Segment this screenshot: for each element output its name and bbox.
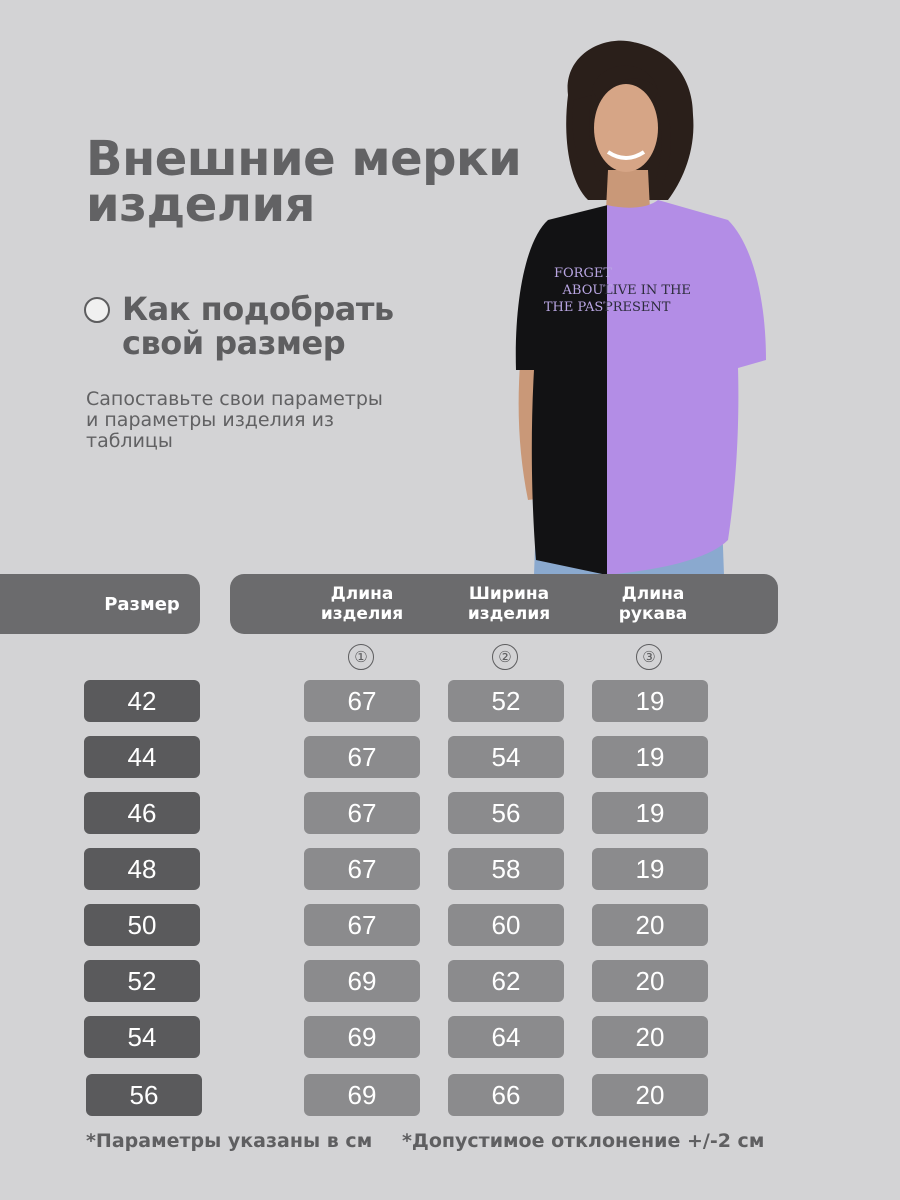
sleeve-cell: 19 <box>592 680 708 722</box>
sleeve-cell: 19 <box>592 792 708 834</box>
width-cell: 64 <box>448 1016 564 1058</box>
size-cell: 50 <box>84 904 200 946</box>
sleeve-cell: 20 <box>592 904 708 946</box>
size-column-header <box>0 574 200 634</box>
header-sleeve <box>588 584 718 624</box>
width-cell: 66 <box>448 1074 564 1116</box>
how-to-title: Как подобрать свой размер <box>122 290 394 362</box>
how-to-description: Сапоставьте свои параметры и параметры изделия из таблицы <box>86 388 383 452</box>
footnote-tolerance: *Допустимое отклонение +/-2 см <box>402 1130 765 1152</box>
model-photo <box>508 40 778 575</box>
size-cell: 46 <box>84 792 200 834</box>
number-1-icon: ① <box>348 644 374 670</box>
header-width <box>444 584 574 624</box>
sleeve-cell: 20 <box>592 960 708 1002</box>
header-sleeve-line2: рукава <box>618 604 688 624</box>
width-cell: 52 <box>448 680 564 722</box>
number-3-icon: ③ <box>636 644 662 670</box>
header-width-line2: изделия <box>467 604 551 624</box>
size-cell: 48 <box>84 848 200 890</box>
circle-bullet-icon <box>84 297 110 323</box>
sleeve-cell: 20 <box>592 1074 708 1116</box>
width-cell: 62 <box>448 960 564 1002</box>
sleeve-cell: 19 <box>592 736 708 778</box>
width-cell: 54 <box>448 736 564 778</box>
size-cell: 52 <box>84 960 200 1002</box>
sleeve-cell: 19 <box>592 848 708 890</box>
shirt-print-left-text: FORGET ABOUT THE PAST <box>543 266 612 315</box>
length-cell: 67 <box>304 848 420 890</box>
width-cell: 58 <box>448 848 564 890</box>
length-cell: 69 <box>304 960 420 1002</box>
length-cell: 67 <box>304 904 420 946</box>
header-length <box>297 584 427 624</box>
header-length-line2: изделия <box>320 604 404 624</box>
header-width-line1: Ширина <box>468 584 550 604</box>
number-2-icon: ② <box>492 644 518 670</box>
size-cell: 42 <box>84 680 200 722</box>
size-header-label: Размер <box>104 593 180 615</box>
size-cell: 44 <box>84 736 200 778</box>
params-header-bar <box>230 574 778 634</box>
length-cell: 69 <box>304 1016 420 1058</box>
size-cell: 54 <box>84 1016 200 1058</box>
shirt-print-right-text: LIVE IN THE PRESENT <box>604 283 691 315</box>
length-cell: 69 <box>304 1074 420 1116</box>
length-cell: 67 <box>304 680 420 722</box>
sleeve-cell: 20 <box>592 1016 708 1058</box>
width-cell: 56 <box>448 792 564 834</box>
length-cell: 67 <box>304 736 420 778</box>
header-length-line1: Длина <box>330 584 394 604</box>
header-sleeve-line1: Длина <box>621 584 685 604</box>
length-cell: 67 <box>304 792 420 834</box>
width-cell: 60 <box>448 904 564 946</box>
footnote-units: *Параметры указаны в см <box>86 1130 373 1152</box>
page-title: Внешние мерки изделия <box>86 131 522 233</box>
size-cell: 56 <box>86 1074 202 1116</box>
